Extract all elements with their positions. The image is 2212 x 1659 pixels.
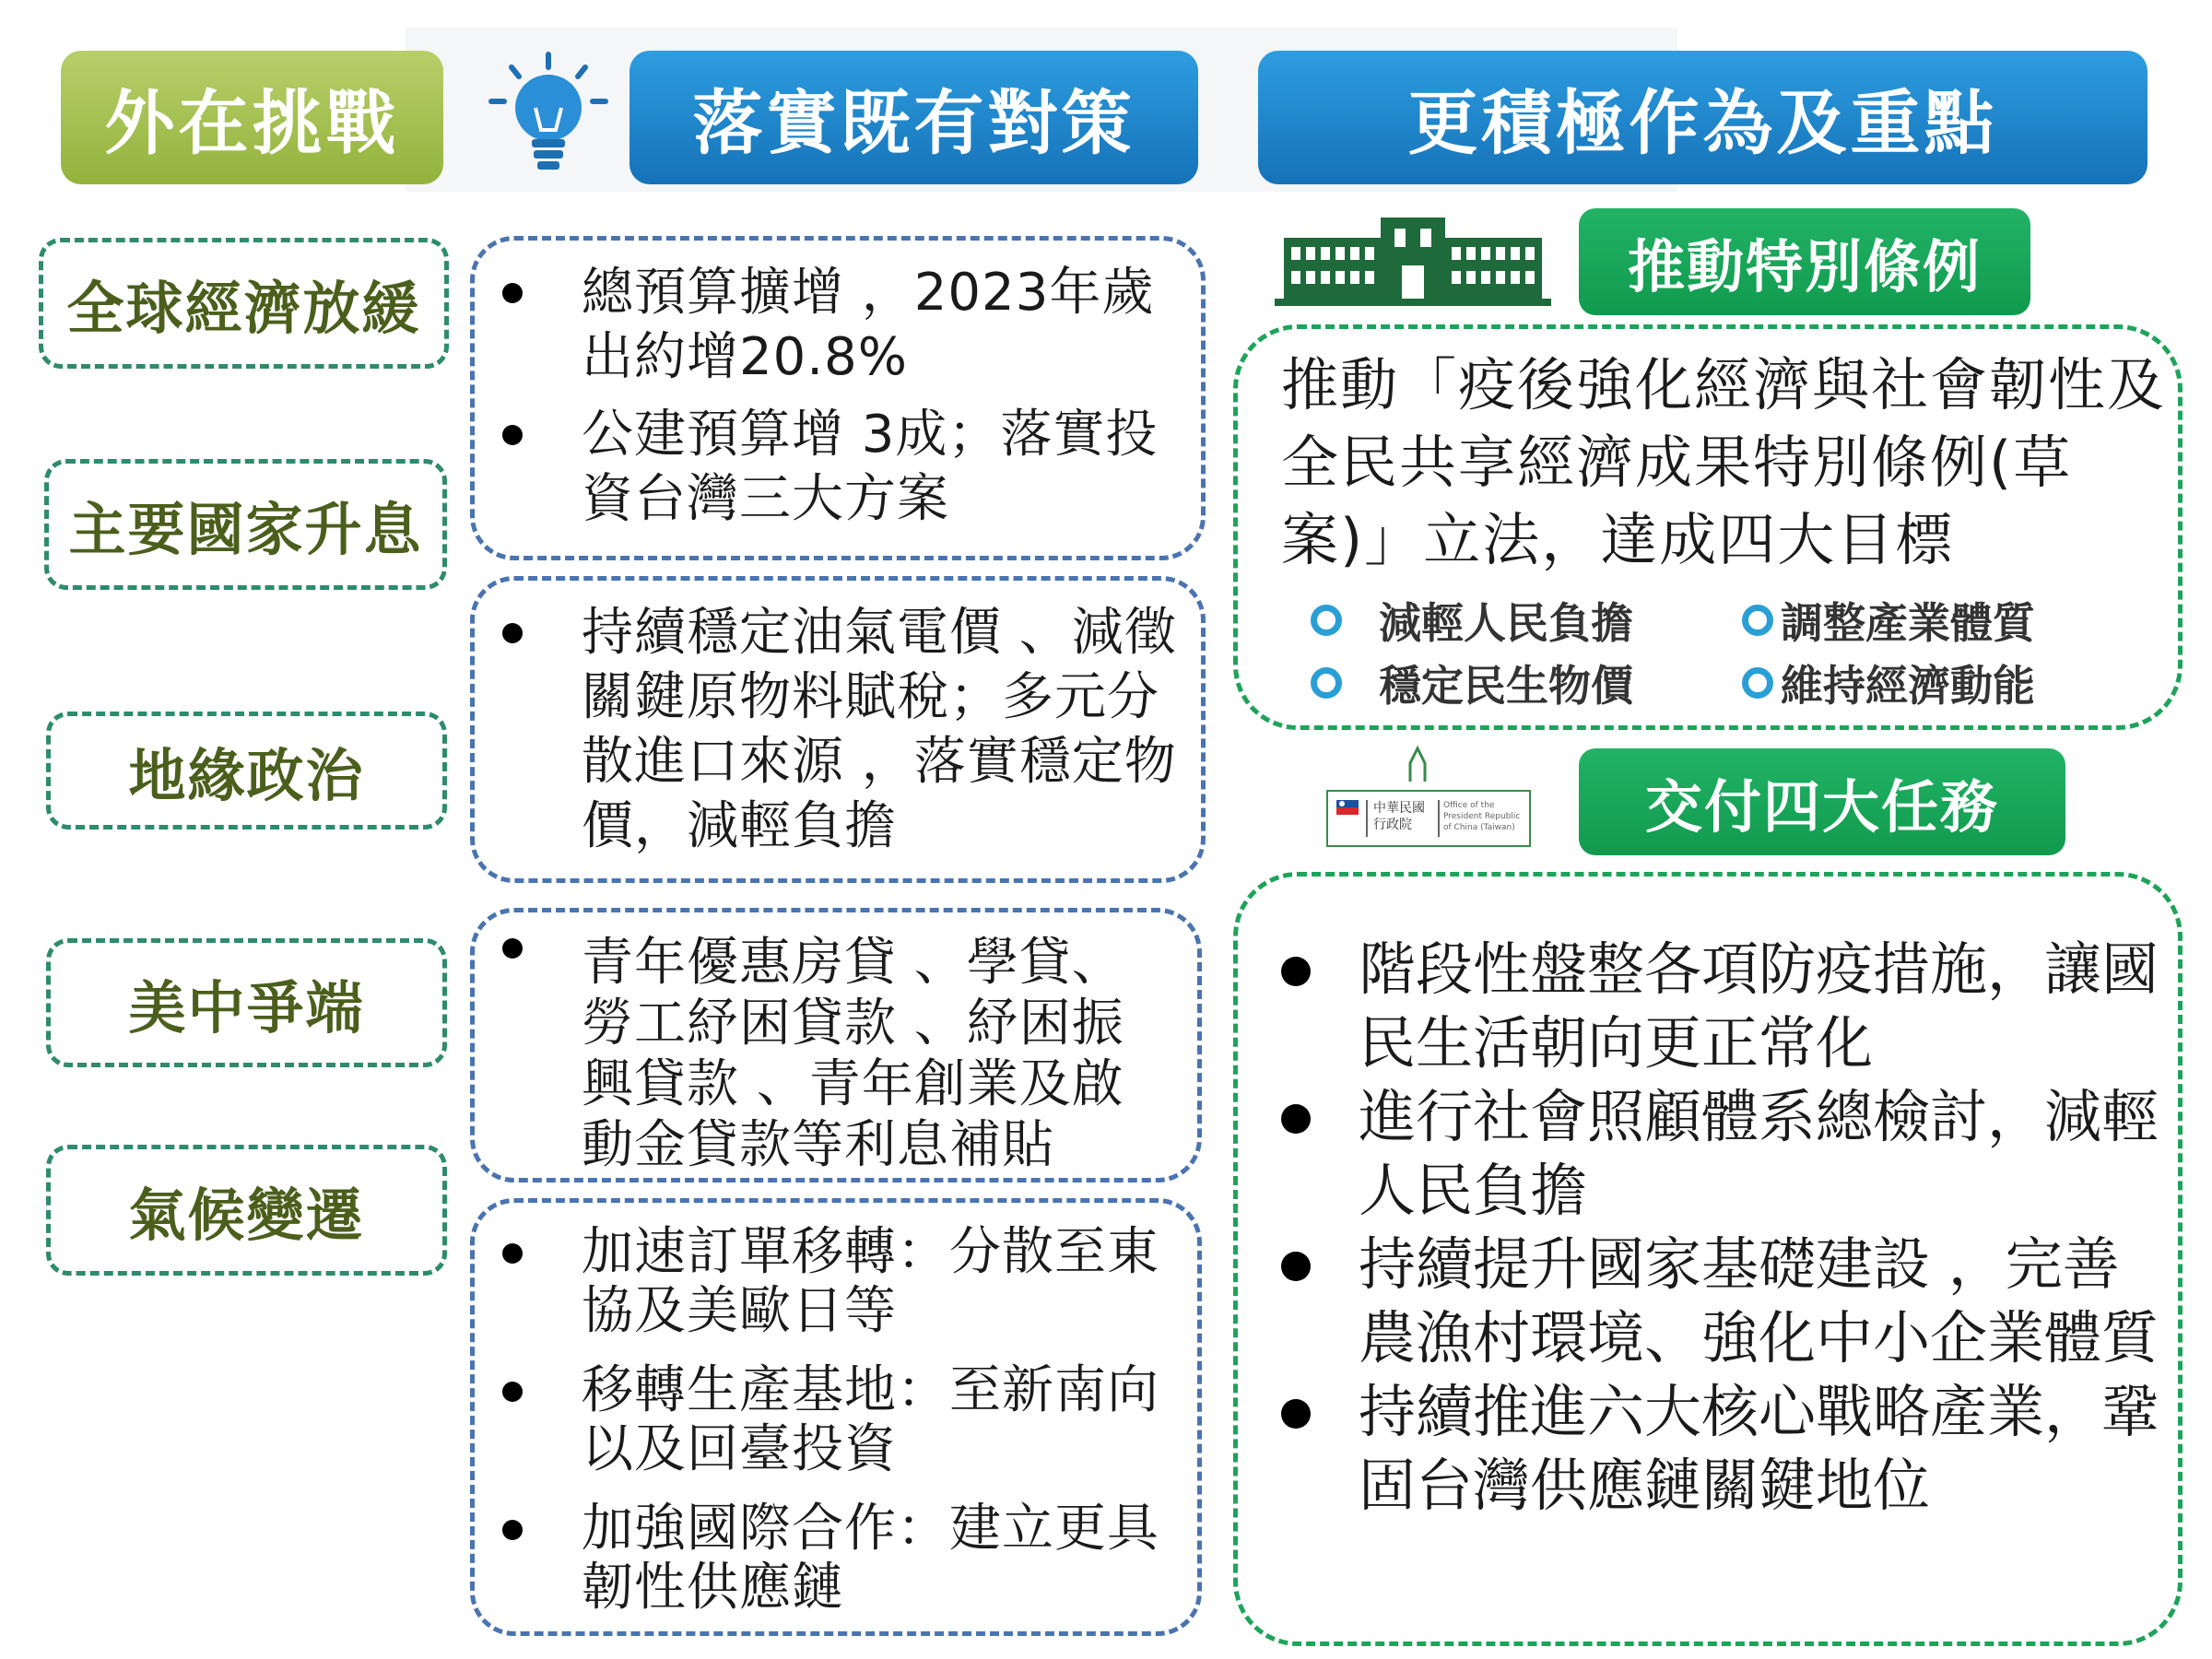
list-item bbox=[502, 261, 1179, 390]
goal-label: 調整產業體質 bbox=[1781, 598, 2035, 648]
task-text: 進行社會照顧體系總檢討，減輕人民負擔 bbox=[1359, 1083, 2159, 1224]
policy-box-supply-chain bbox=[470, 1198, 1202, 1636]
goal-label: 維持經濟動能 bbox=[1781, 661, 2035, 711]
goal-item bbox=[1742, 590, 2035, 651]
policy-box-prices bbox=[470, 576, 1206, 883]
list-item bbox=[1281, 1375, 2175, 1523]
logo-en-text: Office of the President Republic of China (Taiwan) bbox=[1443, 801, 1521, 832]
circle-bullet-icon bbox=[1311, 605, 1342, 636]
header-challenges: 外在挑戰 bbox=[61, 51, 443, 184]
logo-zh-text: 中華民國行政院 bbox=[1373, 801, 1425, 832]
challenge-us-china-dispute: 美中爭端 bbox=[46, 938, 447, 1067]
task-text: 階段性盤整各項防疫措施，讓國民生活朝向更正常化 bbox=[1359, 935, 2159, 1077]
header-proactive-actions: 更積極作為及重點 bbox=[1258, 51, 2147, 184]
list-item bbox=[1281, 1080, 2175, 1228]
list-item bbox=[502, 403, 1179, 532]
list-item bbox=[502, 1500, 1175, 1618]
bullet-icon bbox=[502, 425, 523, 445]
goal-item bbox=[1742, 653, 2035, 713]
policy-box-loans bbox=[470, 908, 1202, 1182]
policy-text: 加速訂單移轉：分散至東協及美歐日等 bbox=[582, 1222, 1159, 1341]
policy-text: 加強國際合作：建立更具韌性供應鏈 bbox=[582, 1499, 1159, 1618]
bullet-icon bbox=[502, 283, 523, 303]
lightbulb-icon bbox=[475, 51, 622, 184]
policy-box-budget bbox=[470, 236, 1206, 560]
bullet-icon bbox=[1281, 1104, 1311, 1134]
bullet-icon bbox=[502, 1520, 523, 1540]
tag-four-tasks: 交付四大任務 bbox=[1579, 748, 2065, 855]
bullet-icon bbox=[1281, 1399, 1311, 1429]
list-item bbox=[1281, 933, 2175, 1080]
policy-text: 總預算擴增 ，2023年歲出約增20.8% bbox=[582, 263, 1155, 387]
list-item bbox=[502, 933, 1175, 1176]
task-text: 持續推進六大核心戰略產業，鞏固台灣供應鏈關鍵地位 bbox=[1359, 1378, 2159, 1519]
executive-yuan-logo bbox=[1309, 745, 1550, 853]
circle-bullet-icon bbox=[1742, 605, 1773, 636]
goal-item bbox=[1311, 590, 1633, 651]
legislative-building-icon bbox=[1275, 210, 1551, 306]
bullet-icon bbox=[502, 623, 523, 643]
goal-label: 減輕人民負擔 bbox=[1379, 598, 1633, 648]
goal-label: 穩定民生物價 bbox=[1379, 661, 1633, 711]
bullet-icon bbox=[1281, 957, 1311, 986]
goal-item bbox=[1311, 653, 1633, 713]
list-item bbox=[502, 601, 1179, 859]
circle-bullet-icon bbox=[1742, 667, 1773, 699]
bullet-icon bbox=[502, 1243, 523, 1264]
challenge-climate-change: 氣候變遷 bbox=[46, 1145, 447, 1276]
bullet-icon bbox=[502, 1382, 523, 1402]
challenge-global-slowdown: 全球經濟放緩 bbox=[39, 238, 449, 369]
tasks-list bbox=[1281, 933, 2175, 1523]
tag-special-act: 推動特別條例 bbox=[1579, 208, 2030, 315]
special-act-intro: 推動「疫後強化經濟與社會韌性及全民共享經濟成果特別條例(草案)」立法，達成四大目標 bbox=[1281, 351, 2167, 573]
circle-bullet-icon bbox=[1311, 667, 1342, 699]
policy-text: 公建預算增 3成；落實投資台灣三大方案 bbox=[582, 405, 1159, 529]
list-item bbox=[1281, 1228, 2175, 1375]
list-item bbox=[502, 1223, 1175, 1341]
policy-text: 青年優惠房貸 、學貸、勞工紓困貸款 、紓困振興貸款 、青年創業及啟動金貸款等利息補貼 bbox=[582, 933, 1124, 1175]
policy-text: 持續穩定油氣電價 、減徵關鍵原物料賦稅；多元分散進口來源 ，落實穩定物價，減輕負擔 bbox=[582, 603, 1177, 856]
challenge-rate-hikes: 主要國家升息 bbox=[44, 459, 447, 590]
policy-text: 移轉生產基地：至新南向以及回臺投資 bbox=[582, 1360, 1159, 1479]
bullet-icon bbox=[502, 938, 523, 959]
header-existing-measures: 落實既有對策 bbox=[629, 51, 1198, 184]
bullet-icon bbox=[1281, 1252, 1311, 1281]
list-item bbox=[502, 1361, 1175, 1479]
task-text: 持續提升國家基礎建設 ，完善農漁村環境、強化中小企業體質 bbox=[1359, 1230, 2159, 1371]
challenge-geopolitics: 地緣政治 bbox=[46, 712, 447, 830]
